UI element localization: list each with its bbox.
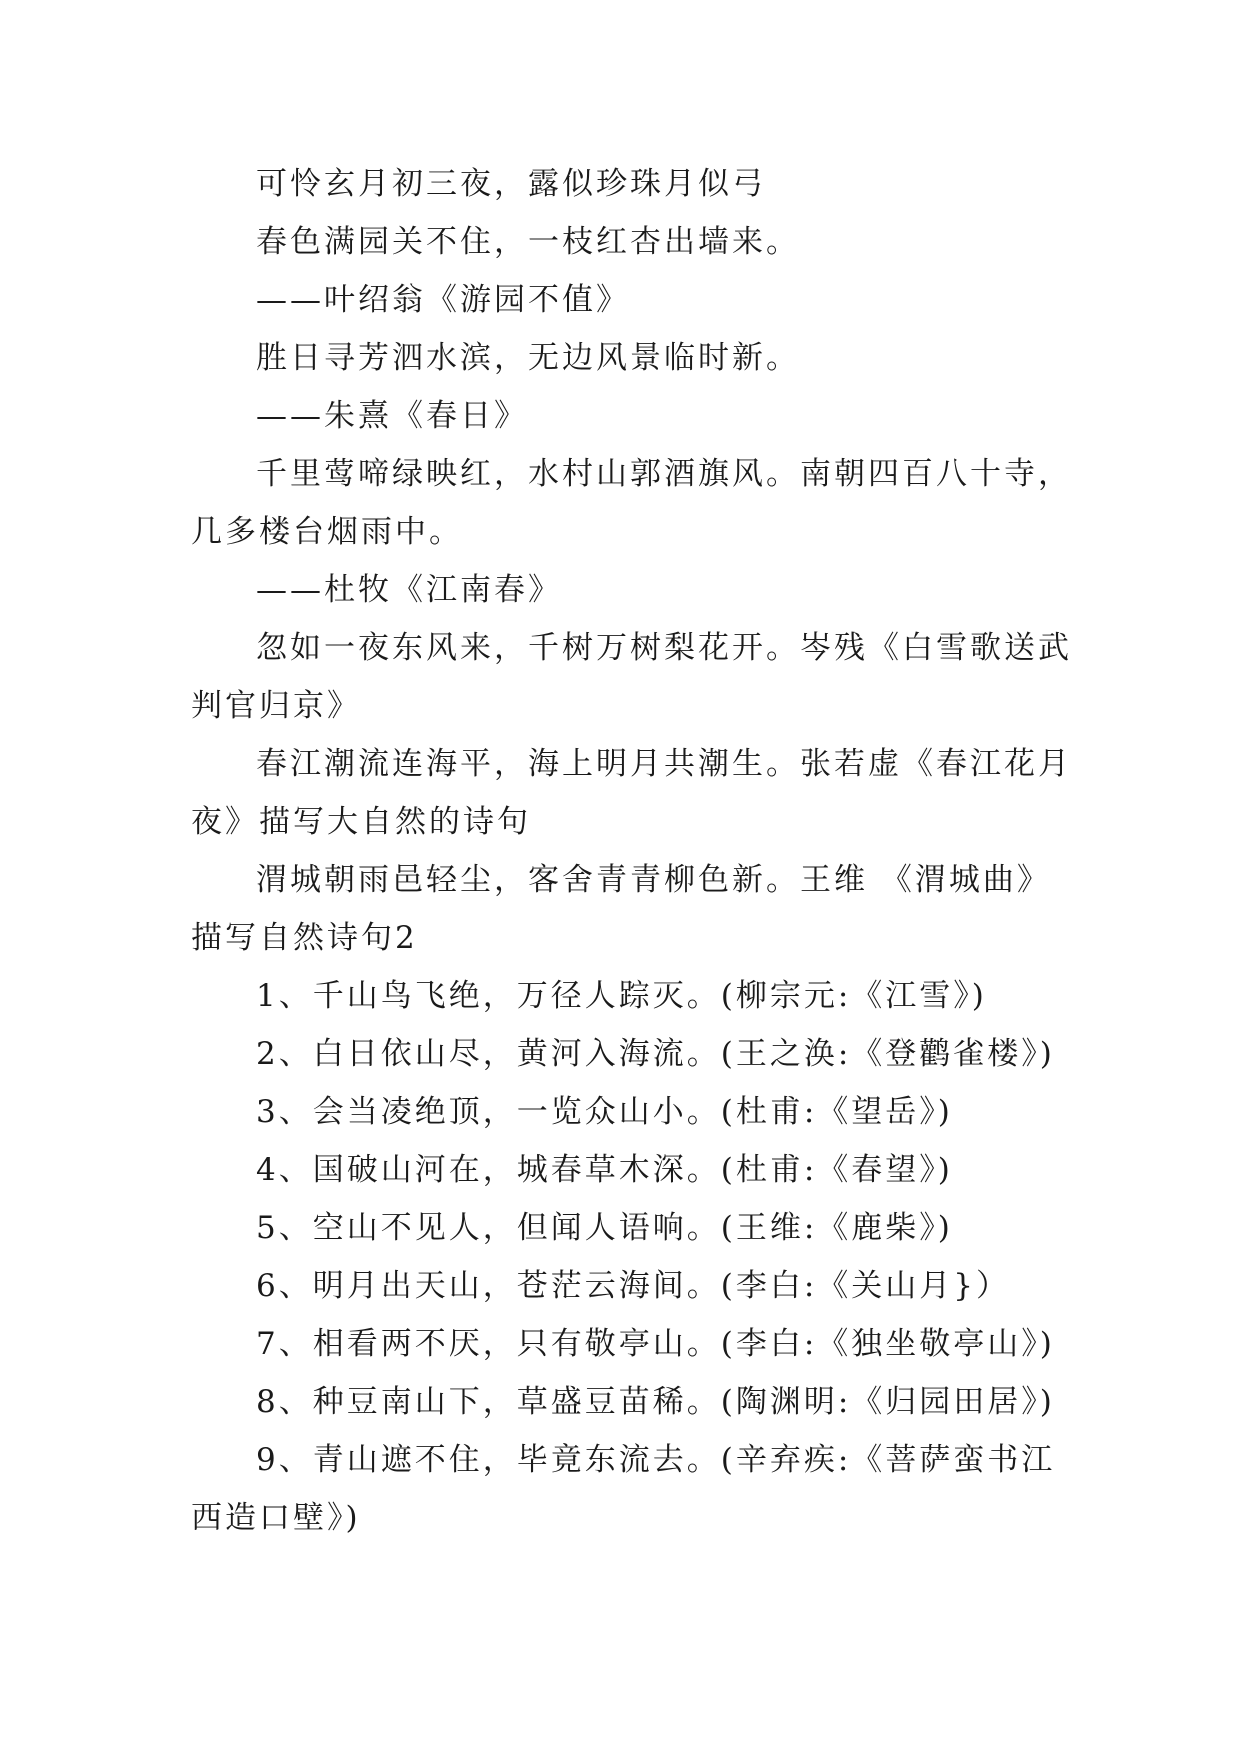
- section-heading: 描写自然诗句2: [191, 920, 418, 956]
- list-item: 2、白日依山尽，黄河入海流。(王之涣:《登鹳雀楼》): [256, 1036, 1055, 1072]
- list-item: 5、空山不见人，但闻人语响。(王维:《鹿柴》): [256, 1210, 953, 1246]
- list-item: 1、千山鸟飞绝，万径人踪灭。(柳宗元:《江雪》): [256, 978, 987, 1014]
- attribution-line: ——杜牧《江南春》: [256, 572, 562, 608]
- text-line: 忽如一夜东风来，千树万树梨花开。岑残《白雪歌送武: [256, 630, 1072, 666]
- text-line: 春色满园关不住，一枝红杏出墙来。: [256, 224, 800, 260]
- list-item: 9、青山遮不住，毕竟东流去。(辛弃疾:《菩萨蛮书江: [256, 1442, 1056, 1478]
- text-line: 可怜玄月初三夜，露似珍珠月似弓: [256, 166, 766, 202]
- text-line: 几多楼台烟雨中。: [191, 514, 463, 550]
- list-item: 8、种豆南山下，草盛豆苗稀。(陶渊明:《归园田居》): [256, 1384, 1055, 1420]
- text-line: 春江潮流连海平，海上明月共潮生。张若虚《春江花月: [256, 746, 1072, 782]
- list-item: 6、明月出天山，苍茫云海间。(李白:《关山月}）: [256, 1268, 1010, 1304]
- list-item: 3、会当凌绝顶，一览众山小。(杜甫:《望岳》): [256, 1094, 953, 1130]
- text-line: 夜》描写大自然的诗句: [191, 804, 531, 840]
- text-line: 千里莺啼绿映红，水村山郭酒旗风。南朝四百八十寺，: [256, 456, 1072, 492]
- list-item: 4、国破山河在，城春草木深。(杜甫:《春望》): [256, 1152, 953, 1188]
- text-line: 判官归京》: [191, 688, 361, 724]
- attribution-line: ——叶绍翁《游园不值》: [256, 282, 630, 318]
- list-item: 7、相看两不厌，只有敬亭山。(李白:《独坐敬亭山》): [256, 1326, 1055, 1362]
- list-item: 西造口壁》): [191, 1500, 361, 1536]
- attribution-line: ——朱熹《春日》: [256, 398, 528, 434]
- text-line: 渭城朝雨邑轻尘，客舍青青柳色新。王维 《渭城曲》: [256, 862, 1051, 898]
- text-line: 胜日寻芳泗水滨，无边风景临时新。: [256, 340, 800, 376]
